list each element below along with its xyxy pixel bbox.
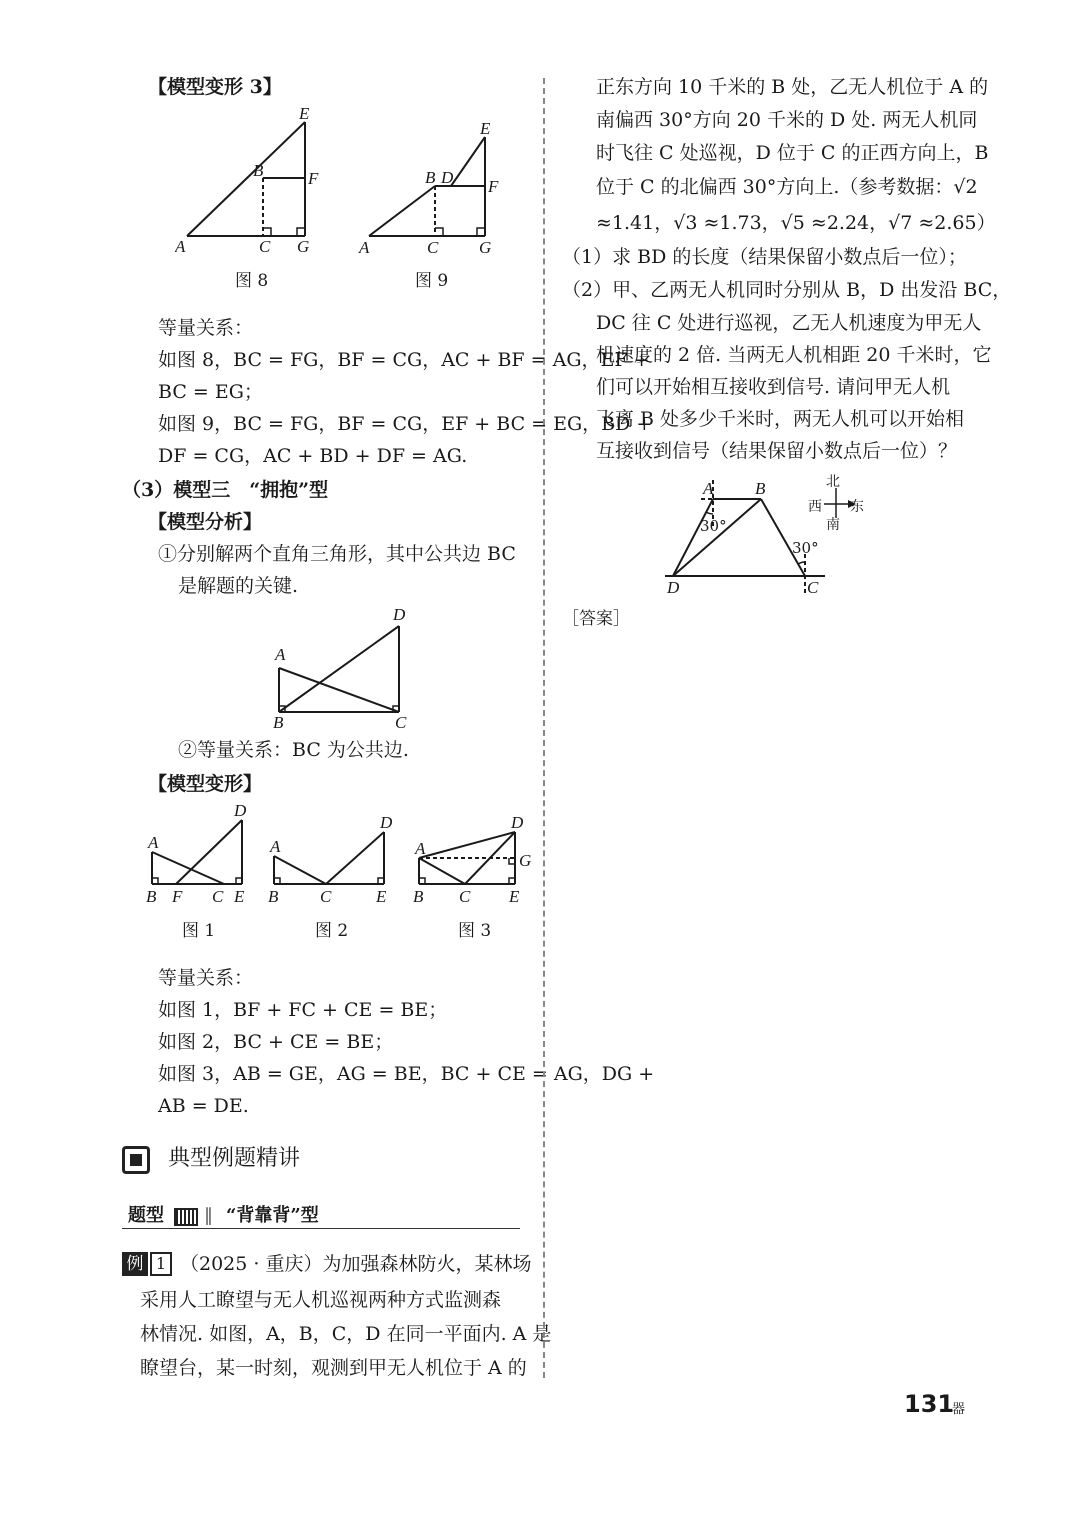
svg-text:B: B bbox=[425, 168, 436, 187]
question-2-line6: 互接收到信号（结果保留小数点后一位）？ bbox=[596, 440, 958, 462]
problem-line5: ≈1.41，√3 ≈1.73，√5 ≈2.24，√7 ≈2.65） bbox=[596, 212, 996, 234]
svg-text:C: C bbox=[807, 578, 819, 597]
eq2-fig3-line1: 如图 3，AB = GE，AG = BE，BC + CE = AG，DG + bbox=[158, 1063, 655, 1085]
eq-fig8-line1: 如图 8，BC = FG，BF = CG，AC + BF = AG，EF + bbox=[158, 349, 650, 371]
eq-label: 等量关系： bbox=[158, 317, 254, 339]
svg-text:D: D bbox=[234, 801, 247, 820]
embrace-figure bbox=[265, 598, 425, 742]
svg-text:B: B bbox=[755, 479, 766, 498]
problem-line4: 位于 C 的北偏西 30°方向上.（参考数据：√2 bbox=[596, 176, 978, 198]
question-2-line2: DC 往 C 处进行巡视，乙无人机速度为甲无人 bbox=[596, 312, 982, 334]
svg-text:D: D bbox=[667, 578, 680, 597]
variant-fig-2 bbox=[262, 808, 402, 912]
compass-east: 东 bbox=[850, 499, 864, 515]
question-1: （1）求 BD 的长度（结果保留小数点后一位）； bbox=[562, 246, 967, 268]
eq2-fig2: 如图 2，BC + CE = BE； bbox=[158, 1031, 394, 1053]
svg-text:G: G bbox=[519, 851, 532, 870]
svg-text:C: C bbox=[259, 237, 271, 256]
svg-text:B: B bbox=[253, 161, 264, 180]
qtype-icon bbox=[174, 1208, 198, 1226]
analysis-2: ②等量关系：BC 为公共边. bbox=[178, 739, 409, 761]
column-divider bbox=[543, 78, 545, 1378]
svg-text:E: E bbox=[299, 104, 310, 123]
example-number: 1 bbox=[150, 1252, 172, 1276]
section-title: 典型例题精讲 bbox=[168, 1146, 301, 1171]
svg-text:A: A bbox=[270, 837, 281, 856]
angle-c-label: 30° bbox=[792, 539, 819, 557]
svg-text:E: E bbox=[234, 887, 245, 906]
svg-text:B: B bbox=[413, 887, 424, 906]
analysis-1-line1: ①分别解两个直角三角形，其中公共边 BC bbox=[158, 543, 516, 565]
fig8-caption: 图 8 bbox=[235, 271, 269, 291]
svg-text:G: G bbox=[297, 237, 310, 256]
svg-text:D: D bbox=[511, 813, 524, 832]
compass-north: 北 bbox=[826, 474, 840, 490]
question-2-line3: 机速度的 2 倍. 当两无人机相距 20 千米时，它 bbox=[596, 344, 992, 366]
eq2-fig1: 如图 1，BF + FC + CE = BE； bbox=[158, 999, 448, 1021]
variant-fig-3 bbox=[405, 808, 545, 912]
svg-text:E: E bbox=[480, 119, 491, 138]
answer-label: ［答案］ bbox=[562, 609, 630, 629]
svg-text:C: C bbox=[427, 238, 439, 257]
variant-fig-1 bbox=[140, 798, 255, 912]
svg-text:B: B bbox=[146, 887, 157, 906]
svg-text:B: B bbox=[268, 887, 279, 906]
svg-text:A: A bbox=[175, 237, 186, 256]
fig1-caption: 图 1 bbox=[182, 921, 216, 941]
model3-title: （3）模型三 “拥抱”型 bbox=[122, 479, 329, 501]
page-number: 131 bbox=[904, 1390, 955, 1418]
svg-text:D: D bbox=[380, 813, 393, 832]
angle-a-label: 30° bbox=[700, 517, 727, 535]
svg-text:B: B bbox=[273, 713, 284, 732]
fig9-caption: 图 9 bbox=[415, 271, 449, 291]
qtype-sep: ‖ bbox=[204, 1205, 213, 1226]
page-mark: 器 bbox=[952, 1402, 966, 1417]
example-line3: 林情况. 如图，A，B，C，D 在同一平面内. A 是 bbox=[140, 1323, 552, 1345]
section-icon bbox=[122, 1146, 150, 1174]
svg-text:D: D bbox=[393, 605, 406, 624]
compass-west: 西 bbox=[808, 499, 822, 515]
analysis-1-line2: 是解题的关键. bbox=[178, 575, 299, 597]
problem-line1: 正东方向 10 千米的 B 处，乙无人机位于 A 的 bbox=[596, 76, 989, 98]
eq-fig9-line1: 如图 9，BC = FG，BF = CG，EF + BC = EG，BD + bbox=[158, 413, 653, 435]
svg-text:F: F bbox=[308, 169, 319, 188]
eq-fig8-line2: BC = EG； bbox=[158, 381, 263, 403]
svg-text:C: C bbox=[212, 887, 224, 906]
question-2-line1: （2）甲、乙两无人机同时分别从 B，D 出发沿 BC， bbox=[562, 279, 1012, 301]
compass-south: 南 bbox=[826, 517, 840, 533]
svg-text:F: F bbox=[488, 177, 499, 196]
eq-fig9-line2: DF = CG，AC + BD + DF = AG. bbox=[158, 445, 468, 467]
svg-text:A: A bbox=[703, 479, 714, 498]
qtype-label: 题型 bbox=[128, 1205, 164, 1226]
svg-text:D: D bbox=[441, 168, 454, 187]
figure-9 bbox=[355, 115, 515, 264]
svg-text:G: G bbox=[479, 238, 492, 257]
svg-text:C: C bbox=[320, 887, 332, 906]
svg-text:E: E bbox=[509, 887, 520, 906]
eq2-fig3-line2: AB = DE. bbox=[158, 1095, 249, 1117]
figure-8 bbox=[175, 100, 325, 264]
qtype-name: “背靠背”型 bbox=[226, 1205, 319, 1226]
analysis-title: 【模型分析】 bbox=[148, 511, 263, 533]
svg-text:A: A bbox=[415, 839, 426, 858]
example-line4: 瞭望台，某一时刻，观测到甲无人机位于 A 的 bbox=[140, 1357, 527, 1379]
question-2-line5: 飞离 B 处多少千米时，两无人机可以开始相 bbox=[596, 408, 965, 430]
eq2-label: 等量关系： bbox=[158, 967, 254, 989]
svg-text:C: C bbox=[395, 713, 407, 732]
example-line2: 采用人工瞭望与无人机巡视两种方式监测森 bbox=[140, 1289, 502, 1311]
svg-text:F: F bbox=[172, 887, 183, 906]
example-line1: （2025 · 重庆）为加强森林防火，某林场 bbox=[180, 1253, 532, 1275]
svg-text:A: A bbox=[275, 645, 286, 664]
variant-title: 【模型变形】 bbox=[148, 773, 263, 795]
qtype-bar bbox=[122, 1228, 520, 1229]
fig3-caption: 图 3 bbox=[458, 921, 492, 941]
question-2-line4: 们可以开始相互接收到信号. 请问甲无人机 bbox=[596, 376, 951, 398]
svg-text:A: A bbox=[359, 238, 370, 257]
variant3-title: 【模型变形 3】 bbox=[148, 76, 282, 98]
problem-line2: 南偏西 30°方向 20 千米的 D 处. 两无人机同 bbox=[596, 109, 978, 131]
svg-text:E: E bbox=[376, 887, 387, 906]
problem-line3: 时飞往 C 处巡视，D 位于 C 的正西方向上，B bbox=[596, 142, 989, 164]
fig2-caption: 图 2 bbox=[315, 921, 349, 941]
svg-text:A: A bbox=[148, 833, 159, 852]
svg-text:C: C bbox=[459, 887, 471, 906]
example-tag: 例 bbox=[122, 1252, 148, 1276]
